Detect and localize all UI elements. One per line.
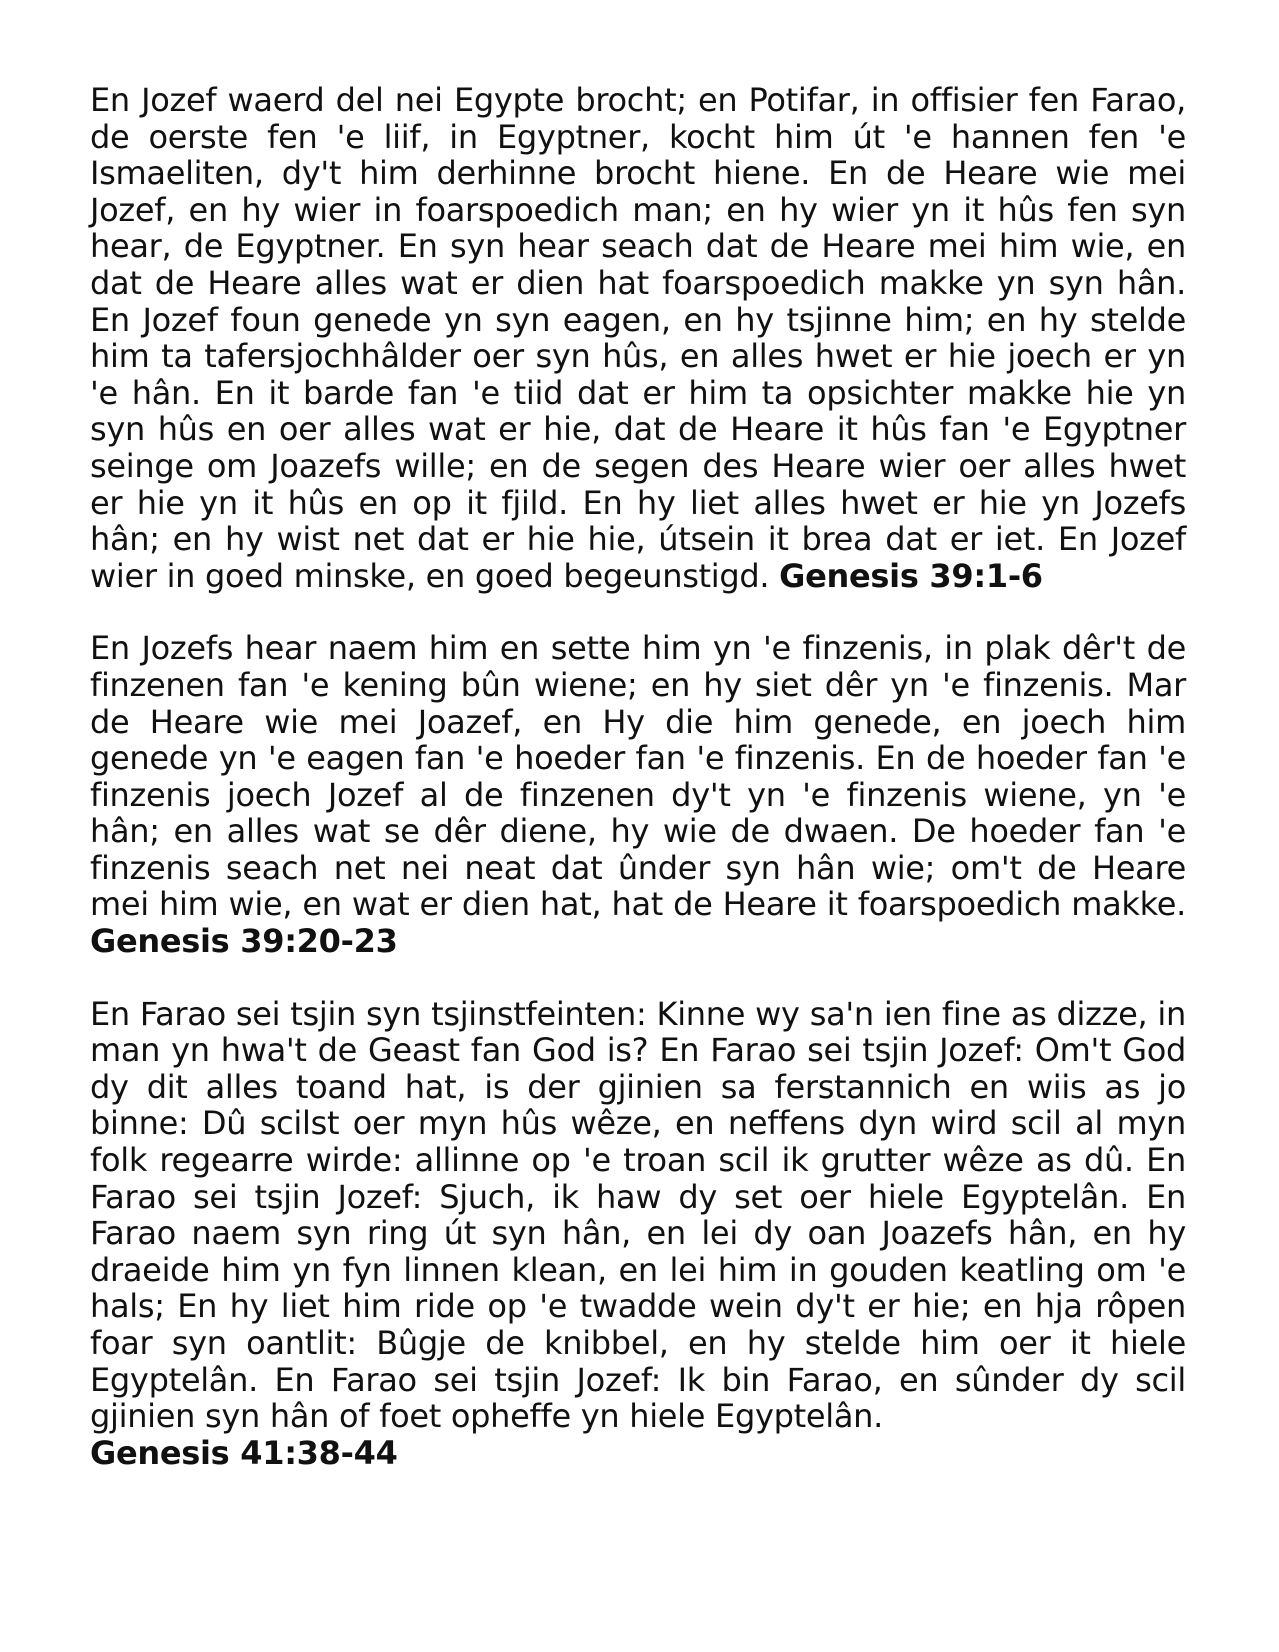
- passage-text: En Farao sei tsjin syn tsjinstfeinten: Kinne wy sa'n ien fine as dizze, in man yn hwa't de Geast fan God is? En Farao sei tsjin Jozef: Om't God dy dit alles toand hat, is der gjinien sa ferstannich en wiis as jo binne: Dû scilst oer myn hûs wêze, en neffens dyn wird scil al myn folk regearre wirde: allinne op 'e troan scil ik grutter wêze as dû. En Farao sei tsjin Jozef: Sjuch, ik haw dy set oer hiele Egyptelân. En Farao naem syn ring út syn hân, en lei dy oan Joazefs hân, en hy draeide him yn fyn linnen klean, en lei him in gouden keatling om 'e hals; En hy liet him ride op 'e twadde wein dy't er hie; en hja rôpen foar syn oantlit: Bûgje de knibbel, en hy stelde him oer it hiele Egyptelân. En Farao sei tsjin Jozef: Ik bin Farao, en sûnder dy scil gjinien syn hân of foet opheffe yn hiele Egyptelân.: [90, 994, 1186, 1436]
- passage-reference: Genesis 39:20-23: [90, 922, 398, 961]
- passage-text: En Jozef waerd del nei Egypte brocht; en Potifar, in offisier fen Farao, de oerste fen 'e liif, in Egyptner, kocht him út 'e hannen fen 'e Ismaeliten, dy't him derhinne brocht hiene. En de Heare wie mei Jozef, en hy wier in foarspoedich man; en hy wier yn it hûs fen syn hear, de Egyptner. En syn hear seach dat de Heare mei him wie, en dat de Heare alles wat er dien hat foarspoedich makke yn syn hân. En Jozef foun genede yn syn eagen, en hy tsjinne him; en hy stelde him ta tafersjochhâlder oer syn hûs, en alles hwet er hie joech er yn 'e hân. En it barde fan 'e tiid dat er him ta opsichter makke hie yn syn hûs en oer alles wat er hie, dat de Heare it hûs fan 'e Egyptner seinge om Joazefs wille; en de segen des Heare wier oer alles hwet er hie yn it hûs en op it fjild. En hy liet alles hwet er hie yn Jozefs hân; en hy wist net dat er hie hie, útsein it brea dat er iet. En Jozef wier in goed minske, en goed begeunstigd.: [90, 81, 1186, 595]
- passage-reference: Genesis 41:38-44: [90, 1433, 398, 1472]
- passage-reference: Genesis 39:1-6: [779, 556, 1043, 595]
- passage-genesis-39-20-23: [90, 630, 1186, 959]
- scripture-page: [90, 82, 1186, 1507]
- passage-genesis-41-38-44: [90, 996, 1186, 1472]
- passage-genesis-39-1-6: [90, 82, 1186, 594]
- passage-text: En Jozefs hear naem him en sette him yn 'e finzenis, in plak dêr't de finzenen fan 'e kening bûn wiene; en hy siet dêr yn 'e finzenis. Mar de Heare wie mei Joazef, en Hy die him genede, en joech him genede yn 'e eagen fan 'e hoeder fan 'e finzenis. En de hoeder fan 'e finzenis joech Jozef al de finzenen dy't yn 'e finzenis wiene, yn 'e hân; en alles wat se dêr diene, hy wie de dwaen. De hoeder fan 'e finzenis seach net nei neat dat ûnder syn hân wie; om't de Heare mei him wie, en wat er dien hat, hat de Heare it foarspoedich makke.: [90, 629, 1186, 924]
